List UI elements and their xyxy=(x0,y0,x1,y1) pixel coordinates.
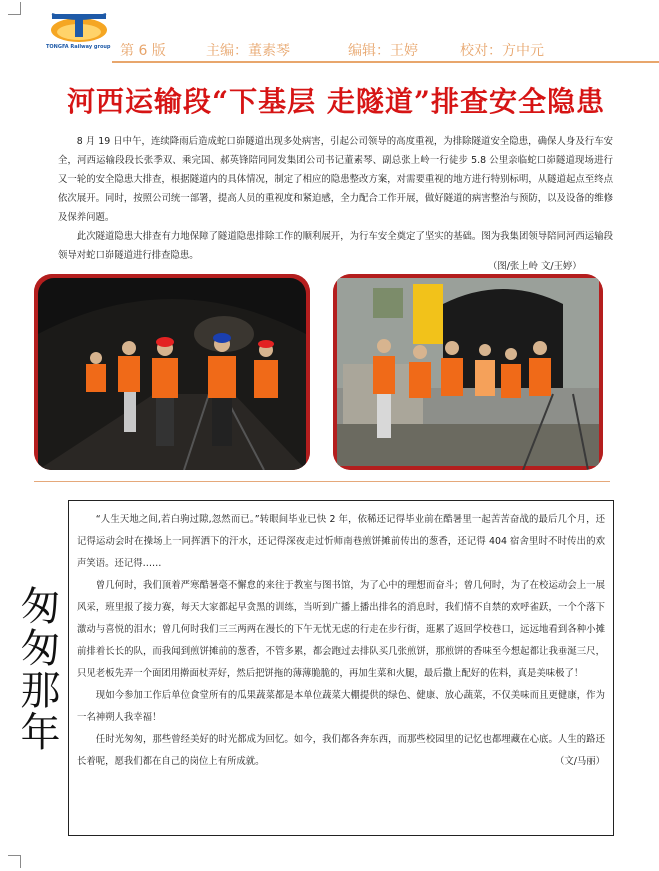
article-paragraph: 8 月 19 日中午，连续降雨后造成蛇口峁隧道出现多处病害，引起公司领导的高度重视，为排除隧道安全隐患，确保人身及行车安全，河西运输段段长张季双、乘完国、郝英锋陪同同发集团公司书记董素琴、副总张上岭一行徒步 5.8 公里亲临蛇口峁隧道现场进行又一轮的安全隐患大排查，根据隧道内的具体情况，制定了相应的隐患整改方案，对需要重视的地方进行特别标明，从隧道起点至终点依次展开。同时，按照公司统一部署，提高人员的重视度和紧迫感，全力配合工作开展，做好隧道的病害整治与预防，以及设备的维修及保养问题。 xyxy=(58,136,613,223)
article-paragraph: 此次隧道隐患大排查有力地保障了隧道隐患排除工作的顺利展开，为行车安全奠定了坚实的基础。图为我集团领导陪同河西运输段领导对蛇口峁隧道进行排查隐患。 xyxy=(58,231,613,261)
section-divider xyxy=(34,481,610,482)
chief-editor: 主编：董素琴 xyxy=(206,43,290,59)
edition-number: 第 6 版 xyxy=(120,43,166,59)
essay-signature: （文/马丽） xyxy=(554,756,605,767)
editor: 编辑：王婷 xyxy=(348,43,418,59)
headline: 河西运输段“下基层 走隧道”排查安全隐患 xyxy=(67,85,605,118)
tunnel-inspection-photo xyxy=(34,274,310,470)
essay-paragraph: 现如今参加工作后单位食堂所有的瓜果蔬菜都是本单位蔬菜大棚提供的绿色、健康、放心蔬菜，不仅美味而且更健康，作为一名神朔人我幸福！ xyxy=(77,690,605,723)
header-rule xyxy=(112,61,659,63)
essay-paragraph-text: 任时光匆匆，那些曾经美好的时光都成为回忆。如今，我们都各奔东西，而那些校园里的记忆也都埋藏在心底。人生的路还长着呢，愿我们都在自己的岗位上有所成就。 xyxy=(77,734,605,767)
essay-paragraph: 曾几何时，我们顶着严寒酷暑毫不懈怠的来往于教室与图书馆，为了心中的理想而奋斗；曾几何时，为了在校运动会上一展风采，班里报了接力赛，每天大家都起早贪黑的训练，当听到广播上播出排名的消息时，我们情不自禁的欢呼雀跃，一个个落下激动与喜悦的泪水；曾几何时我们三三两两在漫长的下午无忧无虑的行走在步行街，逛累了返回学校巷口，远远地看到各种小摊前排着长长的队，而我闻到煎饼摊前的葱香，不管多累，都会跑过去排队买几张煎饼，那煎饼的香味至今想起都让我垂涎三尺，只见老板先弄一个面团用擀面杖弄好，然后把饼拖的薄薄脆脆的，再加生菜和火腿，最后撒上配好的佐料，真是美味极了！ xyxy=(77,580,605,679)
crop-mark-bottom xyxy=(8,855,21,868)
crop-mark-top xyxy=(8,2,21,15)
company-logo xyxy=(46,8,112,54)
proofreader: 校对：方中元 xyxy=(460,43,544,59)
article-body xyxy=(58,132,613,265)
essay-paragraph: “人生天地之间,若白驹过隙,忽然而已。”转眼间毕业已快 2 年，依稀还记得毕业前在酷暑里一起苦苦奋战的最后几个月，还记得运动会时在操场上一同挥洒下的汗水，还记得深夜走过忻师南巷煎饼摊前传出的葱香，还记得 404 宿舍里时不时传出的欢声笑语。还记得…… xyxy=(77,514,605,569)
essay-box xyxy=(68,500,614,836)
tunnel-entrance-photo xyxy=(333,274,603,470)
essay-paragraph xyxy=(77,729,605,773)
photo-credit: （图/张上岭 文/王婷） xyxy=(488,261,582,272)
logo-text: TONGFA Railway group xyxy=(46,44,111,50)
essay-title: 匆匆那年 xyxy=(14,585,60,753)
